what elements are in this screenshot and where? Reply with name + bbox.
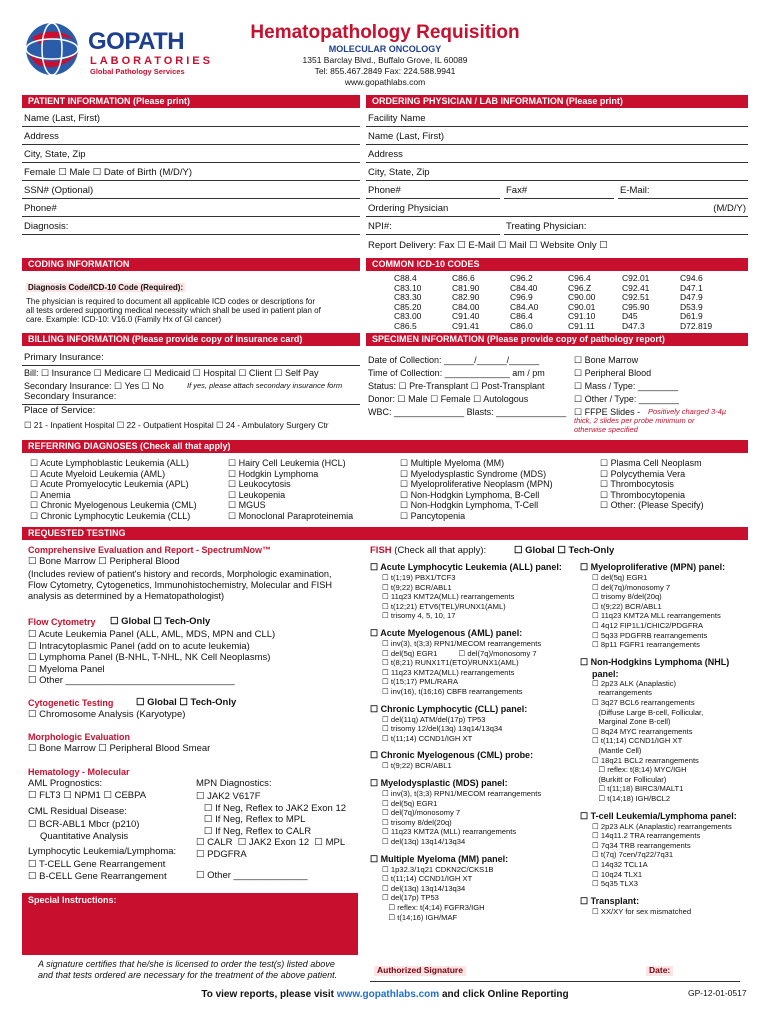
icd-code: C88.4 xyxy=(394,273,417,283)
physician-email-field[interactable]: E-Mail: xyxy=(618,183,748,199)
patient-section-header: PATIENT INFORMATION (Please print) xyxy=(22,95,360,108)
referring-diagnosis-option[interactable]: ☐ Non-Hodgkin Lymphoma, B-Cell xyxy=(400,489,540,500)
fish-panel-title[interactable]: ☐ Acute Myelogenous (AML) panel: xyxy=(370,628,523,638)
fish-probe-option[interactable]: ☐ inv(3), t(3;3) RPN1/MECOM rearrangements xyxy=(382,639,542,648)
npi-field[interactable]: NPI#: xyxy=(366,219,500,235)
fish-probe-option[interactable]: ☐ del(13q) 13q14/13q34 xyxy=(382,837,466,846)
referring-section-header: REFERRING DIAGNOSES (Check all that apply) xyxy=(22,440,748,453)
coding-section-header: CODING INFORMATION xyxy=(22,258,360,271)
icd-code: C94.6 xyxy=(680,273,703,283)
mpn-option[interactable]: ☐ JAK2 V617F xyxy=(196,791,261,802)
icd-code: C91.41 xyxy=(452,321,480,331)
aml-prognostics-label: AML Prognostics: xyxy=(28,778,103,789)
mpn-option[interactable]: ☐ PDGFRA xyxy=(196,848,247,860)
icd-code: C86.5 xyxy=(394,321,417,331)
place-of-service-label: Place of Service: xyxy=(24,405,96,416)
place-of-service-options[interactable]: ☐ 21 - Inpatient Hospital ☐ 22 - Outpatient Hospital ☐ 24 - Ambulatory Surgery Ctr xyxy=(24,420,329,430)
referring-diagnosis-option[interactable]: ☐ Myeloproliferative Neoplasm (MPN) xyxy=(400,479,553,489)
secondary-insurance-field[interactable]: Secondary Insurance: xyxy=(22,389,360,405)
fish-probe-option[interactable]: ☐ 8q24 MYC rearrangements xyxy=(592,726,693,736)
physician-address-field[interactable]: Address xyxy=(366,147,748,163)
aml-prognostics-options[interactable]: ☐ FLT3 ☐ NPM1 ☐ CEBPA xyxy=(28,790,147,801)
icd-code: C83.00 xyxy=(394,311,422,322)
fish-probe-option[interactable]: (Burkitt or Follicular) xyxy=(592,774,667,784)
morphologic-options[interactable]: ☐ Bone Marrow ☐ Peripheral Blood Smear xyxy=(28,743,211,754)
fish-probe-option[interactable]: ☐ t(11;14) CCND1/IGH XT xyxy=(382,874,473,884)
icd-code: C84.40 xyxy=(510,282,538,293)
fish-probe-option[interactable]: ☐ t(8;21) RUNX1T1(ETO)/RUNX1(AML) xyxy=(382,658,519,668)
referring-diagnosis-option[interactable]: ☐ Non-Hodgkin Lymphoma, T-Cell xyxy=(400,500,539,510)
icd-code: C84.00 xyxy=(452,301,480,312)
fish-probe-option[interactable]: ☐ reflex: t(8;14) MYC/IGH xyxy=(592,765,687,775)
icd-code: C91.40 xyxy=(452,311,480,322)
signature-note-2: and that tests ordered are necessary for the treatment of the above patient. xyxy=(38,970,338,980)
icd-code: C86.4 xyxy=(510,311,533,322)
fish-options[interactable]: ☐ Global ☐ Tech-Only xyxy=(514,545,615,556)
comprehensive-description: (Includes review of patient's history and records, Morphologic examination, Flow Cytometry, Cytogenetics, Immunohistochemistry, Molecular and FISH analysis as determined by a Hematopathologist) xyxy=(28,569,332,601)
fish-probe-option[interactable]: ☐ 8p11 FGFR1 rearrangements xyxy=(592,640,700,650)
fish-probe-option[interactable]: ☐ 11q23 KMT2A (MLL) rearrangements xyxy=(382,827,517,837)
referring-diagnosis-option[interactable]: ☐ Leukocytosis xyxy=(228,479,291,489)
referring-diagnosis-option[interactable]: ☐ Chronic Myelogenous Leukemia (CML) xyxy=(30,500,197,510)
diagnosis-code-label[interactable]: Diagnosis Code/ICD-10 Code (Required): xyxy=(28,283,184,292)
patient-phone-field[interactable]: Phone# xyxy=(22,201,360,217)
special-instructions-header: Special Instructions: xyxy=(22,893,358,955)
fish-probe-option[interactable]: ☐ t(15;17) PML/RARA xyxy=(382,677,459,687)
referring-diagnosis-option[interactable]: ☐ Hairy Cell Leukemia (HCL) xyxy=(228,458,346,468)
fish-probe-option[interactable]: ☐ 11q23 KMT2A(MLL) rearrangements xyxy=(382,667,515,677)
fish-probe-option[interactable]: ☐ 5q35 TLX3 xyxy=(592,879,638,889)
icd-section-header: COMMON ICD-10 CODES xyxy=(366,258,748,271)
lymphocytic-label: Lymphocytic Leukemia/Lymphoma: xyxy=(28,846,177,857)
fish-panel-title[interactable]: ☐ Chronic Lymphocytic (CLL) panel: xyxy=(370,703,528,714)
fish-probe-option[interactable]: ☐ 1p32.3/1q21 CDKN2C/CKS1B xyxy=(382,864,494,874)
fish-probe-option[interactable]: ☐ trisomy 12/del(13q) 13q14/13q34 xyxy=(382,724,503,734)
flow-cytometry-option[interactable]: ☐ Myeloma Panel xyxy=(28,663,105,675)
icd-code: C95.90 xyxy=(622,301,650,312)
special-instructions-input[interactable] xyxy=(24,908,356,953)
referring-diagnosis-option[interactable]: ☐ Plasma Cell Neoplasm xyxy=(600,458,702,468)
report-delivery[interactable]: Report Delivery: Fax ☐ E-Mail ☐ Mail ☐ Website Only ☐ xyxy=(368,240,608,251)
icd-code: C83.10 xyxy=(394,282,422,293)
fish-panel-title[interactable]: ☐ Multiple Myeloma (MM) panel: xyxy=(370,853,509,864)
fish-panel-title[interactable]: ☐ Myeloproliferative (MPN) panel: xyxy=(580,562,726,572)
fish-panel-title[interactable]: ☐ Non-Hodgkins Lymphoma (NHL) xyxy=(580,656,730,667)
fish-probe-option[interactable]: ☐ 7q34 TRB rearrangements xyxy=(592,840,691,850)
ffpe-note-2: thick, 2 slides per probe minimum or xyxy=(574,416,695,425)
referring-diagnosis-option[interactable]: ☐ Myelodysplastic Syndrome (MDS) xyxy=(400,468,547,479)
chromosome-analysis-option[interactable]: ☐ Chromosome Analysis (Karyotype) xyxy=(28,709,186,720)
cml-residual-options[interactable]: ☐ BCR-ABL1 Mbcr (p210) Quantitative Analysis xyxy=(28,819,140,842)
referring-diagnosis-option[interactable]: ☐ Chronic Lymphocytic Leukemia (CLL) xyxy=(30,510,191,521)
lymphocytic-options[interactable]: ☐ T-CELL Gene Rearrangement ☐ B-CELL Gene Rearrangement xyxy=(28,859,167,882)
referring-diagnosis-option[interactable]: ☐ Multiple Myeloma (MM) xyxy=(400,458,505,468)
comprehensive-options[interactable]: ☐ Bone Marrow ☐ Peripheral Blood xyxy=(28,556,180,567)
icd-code: C84.A0 xyxy=(510,301,539,312)
fish-probe-option[interactable]: rearrangements xyxy=(592,688,652,698)
logo-tag: Global Pathology Services xyxy=(90,67,185,76)
fish-probe-option[interactable]: ☐ del(13q) 13q14/13q34 xyxy=(382,883,466,893)
fish-probe-option[interactable]: (Diffuse Large B-cell, Follicular, xyxy=(592,707,704,717)
fish-probe-option[interactable]: ☐ t(9;22) BCR/ABL1 xyxy=(382,761,452,771)
bill-options[interactable]: Bill: ☐ Insurance ☐ Medicare ☐ Medicaid ☐ Hospital ☐ Client ☐ Self Pay xyxy=(24,368,319,378)
fish-probe-option[interactable]: ☐ del(7q)/monosomy 7 xyxy=(382,808,461,818)
date-label: Date: xyxy=(646,966,673,976)
fish-probe-option[interactable]: ☐ t(9;22) BCR/ABL1 xyxy=(382,582,452,592)
icd-code: C90.01 xyxy=(568,301,596,312)
lab-web: www.gopathlabs.com xyxy=(344,77,426,87)
authorized-signature-label: Authorized Signature xyxy=(374,966,466,976)
fish-probe-option[interactable]: ☐ del(11q) ATM/del(17p) TP53 xyxy=(382,714,486,724)
icd-code: C86.6 xyxy=(452,273,475,283)
fish-panel-title[interactable]: ☐ Chronic Myelogenous (CML) probe: xyxy=(370,750,534,761)
patient-name-field[interactable]: Name (Last, First) xyxy=(22,111,360,127)
page-subtitle: MOLECULAR ONCOLOGY xyxy=(328,44,442,54)
referring-diagnosis-option[interactable]: ☐ Thrombocytosis xyxy=(600,479,674,489)
referring-diagnosis-option[interactable]: ☐ Polycythemia Vera xyxy=(600,468,686,479)
flow-cytometry-option[interactable]: ☐ Intracytoplasmic Panel (add on to acute leukemia) xyxy=(28,640,250,652)
fish-probe-option[interactable]: ☐ inv(16), t(16;16) CBFB rearrangements xyxy=(382,687,523,696)
referring-col-4[interactable] xyxy=(600,458,704,511)
billing-section-header: BILLING INFORMATION (Please provide copy of insurance card) xyxy=(22,333,360,346)
fish-probe-option[interactable]: ☐ inv(3), t(3;3) RPN1/MECOM rearrangements xyxy=(382,789,542,798)
physician-section-header: ORDERING PHYSICIAN / LAB INFORMATION (Please print) xyxy=(366,95,748,108)
patient-address-field[interactable]: Address xyxy=(22,129,360,145)
fish-probe-option[interactable]: ☐ t(11;14) CCND1/IGH XT xyxy=(592,736,683,746)
fish-probe-option[interactable]: ☐ 3q27 BCL6 rearrangements xyxy=(592,698,695,707)
icd-code: C86.0 xyxy=(510,321,533,331)
fish-probe-option[interactable]: ☐ t(11;18) BIRC3/MALT1 xyxy=(592,784,684,794)
secondary-insurance-note: If yes, please attach secondary insurance form xyxy=(187,381,343,390)
icd-code: C81.90 xyxy=(452,282,480,293)
fish-probe-option[interactable]: ☐ t(14;18) IGH/BCL2 xyxy=(592,794,671,803)
ordering-physician-field[interactable]: Ordering Physician xyxy=(366,201,636,217)
referring-diagnosis-option[interactable]: ☐ Hodgkin Lymphoma xyxy=(228,468,319,479)
icd-code: C83.30 xyxy=(394,292,422,303)
mpn-option[interactable]: ☐ If Neg, Reflex to CALR xyxy=(196,825,312,837)
signature-note: A signature certifies that he/she is licensed to order the test(s) listed above xyxy=(38,959,335,969)
flow-cytometry-title: Flow Cytometry xyxy=(28,617,96,627)
lab-phone: Tel: 855.467.2849 Fax: 224.588.9941 xyxy=(314,66,456,76)
icd-code: C91.11 xyxy=(568,321,595,331)
icd-code: C85.20 xyxy=(394,301,422,312)
fish-probe-option[interactable]: ☐ t(11;14) CCND1/IGH XT xyxy=(382,733,473,743)
fish-probe-option[interactable]: ☐ t(1;19) PBX1/TCF3 xyxy=(382,573,456,582)
fish-probe-option[interactable]: ☐ trisomy 4, 5, 10, 17 xyxy=(382,611,456,621)
fish-probe-option[interactable]: ☐ 18q21 BCL2 rearrangements xyxy=(592,755,699,765)
referring-diagnosis-option[interactable]: ☐ Pancytopenia xyxy=(400,510,466,521)
fish-probe-option[interactable]: ☐ 14q11.2 TRA rearrangements xyxy=(592,831,701,841)
icd-code: C90.00 xyxy=(568,292,596,303)
icd-code: D47.1 xyxy=(680,282,703,293)
fish-probe-option[interactable]: ☐ 11q23 KMT2A(MLL) rearrangements xyxy=(382,592,515,602)
form-code: GP-12-01-0517 xyxy=(688,988,747,998)
physician-name-field[interactable]: Name (Last, First) xyxy=(366,129,748,145)
website-link[interactable]: www.gopathlabs.com xyxy=(336,989,440,1000)
flow-cytometry-items[interactable] xyxy=(28,629,275,687)
icd-code: C92.51 xyxy=(622,292,650,303)
icd-code: C96.4 xyxy=(568,273,591,283)
icd-code: C96.Z xyxy=(568,282,592,293)
flow-cytometry-option[interactable]: ☐ Lymphoma Panel (B-NHL, T-NHL, NK Cell Neoplasms) xyxy=(28,652,271,663)
referring-diagnosis-option[interactable]: ☐ Monoclonal Paraproteinemia xyxy=(228,510,354,521)
specimen-type-options[interactable]: ☐ Bone Marrow ☐ Peripheral Blood ☐ Mass / Type: ________ ☐ Other / Type: ________ xyxy=(574,355,679,404)
cml-residual-label: CML Residual Disease: xyxy=(28,806,127,817)
patient-diagnosis-field[interactable]: Diagnosis: xyxy=(22,219,360,235)
fish-probe-option[interactable]: ☐ t(12;21) ETV6(TEL)/RUNX1(AML) xyxy=(382,601,506,611)
fish-label: FISH (Check all that apply): xyxy=(370,545,487,556)
fish-probe-option[interactable]: (Mantle Cell) xyxy=(592,746,642,755)
fish-probe-option[interactable]: ☐ XX/XY for sex mismatched xyxy=(592,906,692,916)
cytogenetic-title: Cytogenetic Testing xyxy=(28,698,114,708)
referring-diagnosis-option[interactable]: ☐ Thrombocytopenia xyxy=(600,489,685,500)
specimen-section-header: SPECIMEN INFORMATION (Please provide copy of pathology report) xyxy=(366,333,748,346)
flow-cytometry-option[interactable]: ☐ Other ________________________________ xyxy=(28,675,235,686)
fish-probe-option[interactable]: ☐ del(5q) EGR1 ☐ del(7q)/monosomy 7 xyxy=(382,648,537,658)
fish-probe-option[interactable]: ☐ 4q12 FIP1L1/CHIC2/PDGFRA xyxy=(592,621,704,630)
referring-diagnosis-option[interactable]: ☐ Acute Promyelocytic Leukemia (APL) xyxy=(30,479,189,489)
physician-city-field[interactable]: City, State, Zip xyxy=(366,165,748,181)
ffpe-slides-option[interactable]: ☐ FFPE Slides - xyxy=(574,407,641,417)
referring-diagnosis-option[interactable]: ☐ MGUS xyxy=(228,500,266,510)
physician-phone-field[interactable]: Phone# xyxy=(366,183,500,199)
mpn-diagnostics-options[interactable] xyxy=(196,791,346,860)
hematology-molecular-title: Hematology - Molecular xyxy=(28,767,130,777)
fish-probe-option[interactable]: ☐ del(5q) EGR1 xyxy=(592,573,648,582)
logo-name: GOPATH xyxy=(88,28,185,55)
treating-physician-field[interactable]: Treating Physician: xyxy=(504,219,748,235)
patient-ssn-field[interactable]: SSN# (Optional) xyxy=(22,183,360,199)
fish-probe-option[interactable]: ☐ trisomy 8/del(20q) xyxy=(382,817,452,827)
coding-note: The physician is required to document all applicable ICD codes or descriptions for all tests ordered supporting medical necessity which shall be used in patient plan of care. Example: ICD-10: V16.0 (Family Hx of GI cancer) xyxy=(26,297,321,325)
fish-panel-title[interactable]: ☐ T-cell Leukemia/Lymphoma panel: xyxy=(580,810,737,821)
mpn-option[interactable]: ☐ If Neg, Reflex to JAK2 Exon 12 xyxy=(196,802,347,814)
icd-code: C96.2 xyxy=(510,273,533,283)
flow-cytometry-option[interactable]: ☐ Acute Leukemia Panel (ALL, AML, MDS, MPN and CLL) xyxy=(28,629,276,640)
molecular-other-option[interactable]: ☐ Other ______________ xyxy=(196,870,308,881)
icd-code: D47.9 xyxy=(680,292,703,303)
fish-panel-title[interactable]: ☐ Acute Lymphocytic Leukemia (ALL) panel: xyxy=(370,562,562,572)
icd-code: D53.9 xyxy=(680,301,703,312)
fish-probe-option[interactable]: ☐ trisomy 8/del(20q) xyxy=(592,592,662,602)
fish-probe-option[interactable]: ☐ 14q32 TCL1A xyxy=(592,860,648,869)
primary-insurance-field[interactable]: Primary Insurance: xyxy=(22,350,360,366)
ffpe-note-3: otherwise specified xyxy=(574,425,638,434)
ordering-date-field[interactable]: (M/D/Y) xyxy=(636,201,748,217)
icd-code: D72.819 xyxy=(680,321,713,331)
icd-code: D61.9 xyxy=(680,311,703,322)
fish-panel-title[interactable]: ☐ Transplant: xyxy=(580,895,640,906)
referring-diagnosis-option[interactable]: ☐ Acute Lymphoblastic Leukemia (ALL) xyxy=(30,458,189,468)
icd-code: D47.3 xyxy=(622,321,645,331)
fish-probe-option[interactable]: ☐ 11q23 KMT2A MLL rearrangements xyxy=(592,611,721,621)
secondary-insurance-toggle[interactable]: Secondary Insurance: ☐ Yes ☐ No xyxy=(24,381,164,391)
fish-probe-option[interactable]: Marginal Zone B-cell) xyxy=(592,717,671,727)
specimen-fields[interactable]: Date of Collection: ______/______/______ Time of Collection: _____________ am / pm Status: ☐ Pre-Transplant ☐ Post-Transplant Donor: ☐ Male ☐ Female ☐ Autologous WBC: ______________ Blasts: ______________ xyxy=(368,355,567,417)
fish-probe-option[interactable]: ☐ del(5q) EGR1 xyxy=(382,798,438,808)
patient-city-field[interactable]: City, State, Zip xyxy=(22,147,360,163)
referring-diagnosis-option[interactable]: ☐ Anemia xyxy=(30,489,71,500)
page-title: Hematopathology Requisition xyxy=(250,22,520,43)
ffpe-note: Positively charged 3-4µ xyxy=(648,407,727,416)
icd-code: C91.10 xyxy=(568,311,596,322)
icd-code: C82.90 xyxy=(452,292,480,303)
fish-probe-option[interactable]: ☐ del(17p) TP53 xyxy=(382,893,439,903)
fish-probe-option[interactable]: ☐ 10q24 TLX1 xyxy=(592,869,643,879)
patient-gender-dob-field[interactable]: Female ☐ Male ☐ Date of Birth (M/D/Y) xyxy=(22,165,360,181)
fish-probe-option[interactable]: ☐ reflex: t(4;14) FGFR3/IGH xyxy=(382,903,485,912)
referring-diagnosis-option[interactable]: ☐ Acute Myeloid Leukemia (AML) xyxy=(30,468,166,479)
lab-address: 1351 Barclay Blvd., Buffalo Grove, IL 60089 xyxy=(302,55,468,65)
facility-field[interactable]: Facility Name xyxy=(366,111,748,127)
morphologic-title: Morphologic Evaluation xyxy=(28,732,131,742)
fish-probe-option[interactable]: ☐ t(14;16) IGH/MAF xyxy=(382,912,458,922)
icd-code: C96.9 xyxy=(510,292,533,303)
view-reports-line: To view reports, please visit www.gopathlabs.com and click Online Reporting xyxy=(201,989,569,1000)
referring-col-2[interactable] xyxy=(228,458,353,521)
comprehensive-title: Comprehensive Evaluation and Report - SpectrumNow™ xyxy=(28,545,272,555)
mpn-diagnostics-label: MPN Diagnostics: xyxy=(196,778,272,789)
logo-sub: LABORATORIES xyxy=(90,55,213,67)
testing-section-header: REQUESTED TESTING xyxy=(22,527,748,540)
fish-probe-option[interactable]: ☐ 2p23 ALK (Anaplastic) xyxy=(592,678,677,688)
fish-probe-option[interactable]: ☐ t(7q) 7cen/7q22/7q31 xyxy=(592,850,674,860)
referring-diagnosis-option[interactable]: ☐ Other: (Please Specify) xyxy=(600,500,704,510)
icd-code: C92.41 xyxy=(622,282,650,293)
referring-col-3[interactable] xyxy=(400,458,553,521)
icd-code: D45 xyxy=(622,311,638,322)
fish-panel-title[interactable]: ☐ Myelodysplastic (MDS) panel: xyxy=(370,778,508,788)
fish-probe-option[interactable]: ☐ del(7q)/monosomy 7 xyxy=(592,582,671,592)
fish-probe-option[interactable]: ☐ t(9;22) BCR/ABL1 xyxy=(592,601,662,611)
mpn-option[interactable]: ☐ CALR ☐ JAK2 Exon 12 ☐ MPL xyxy=(196,837,346,848)
fish-panel-title-cont: panel: xyxy=(592,668,619,679)
cytogenetic-options[interactable]: ☐ Global ☐ Tech-Only xyxy=(136,697,237,708)
physician-fax-field[interactable]: Fax# xyxy=(504,183,614,199)
referring-col-1[interactable] xyxy=(30,458,197,521)
referring-diagnosis-option[interactable]: ☐ Leukopenia xyxy=(228,489,286,500)
icd-code: C92.01 xyxy=(622,273,650,283)
flow-cytometry-options[interactable]: ☐ Global ☐ Tech-Only xyxy=(110,616,211,627)
mpn-option[interactable]: ☐ If Neg, Reflex to MPL xyxy=(196,814,306,825)
fish-probe-option[interactable]: ☐ 2p23 ALK (Anaplastic) rearrangements xyxy=(592,821,732,831)
fish-probe-option[interactable]: ☐ 5q33 PDGFRB rearrangements xyxy=(592,630,708,640)
